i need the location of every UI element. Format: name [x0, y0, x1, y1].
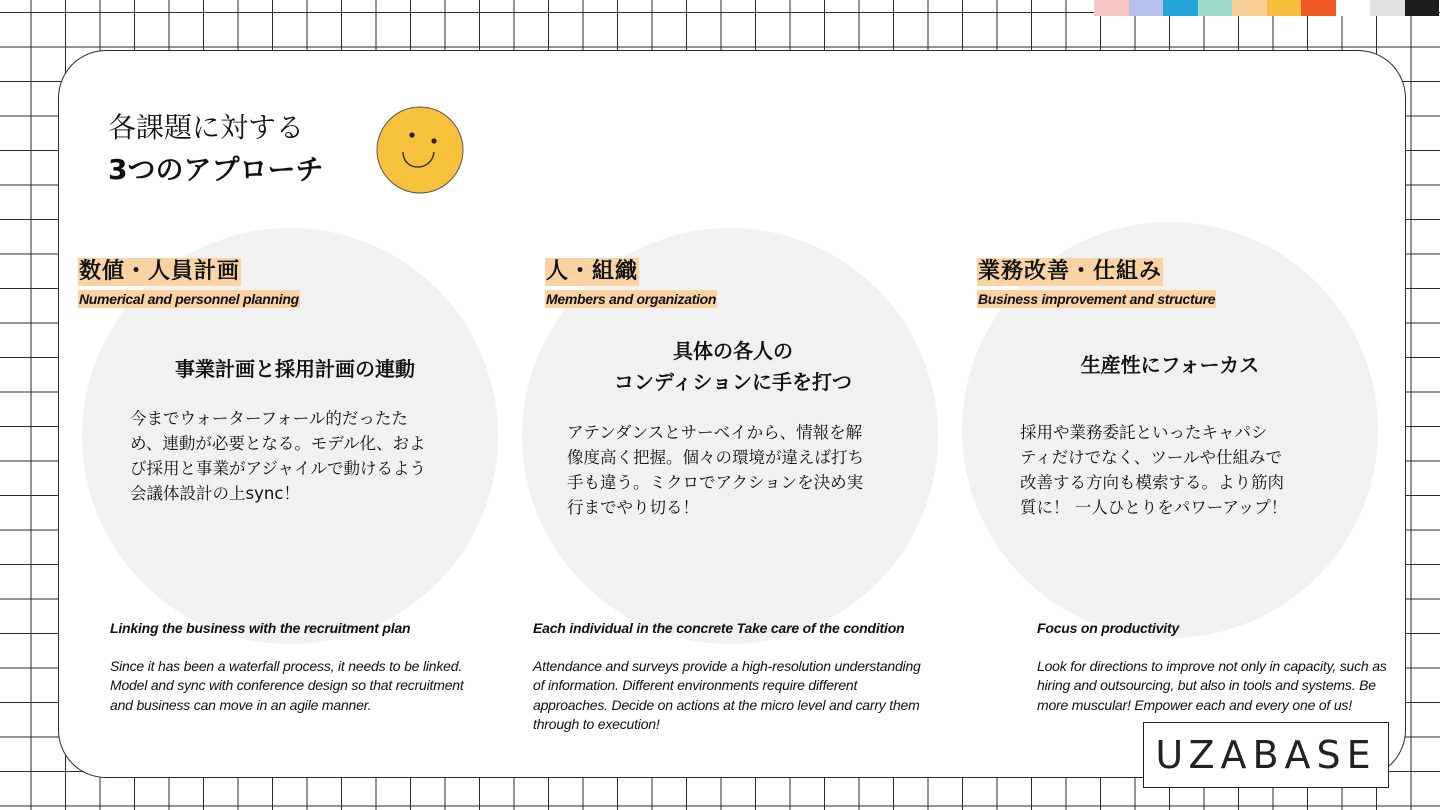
column-2-english	[533, 619, 935, 735]
column-1-label-en: Numerical and personnel planning	[79, 291, 299, 307]
column-2-english-title: Each individual in the concrete Take care of the condition	[533, 620, 905, 636]
palette-swatch	[1370, 0, 1405, 16]
palette-swatch	[1129, 0, 1164, 16]
column-1-english-title: Linking the business with the recruitment plan	[110, 620, 411, 636]
column-1-header	[78, 258, 300, 308]
column-3-english	[1037, 619, 1399, 715]
column-3-label-jp: 業務改善・仕組み	[978, 259, 1163, 284]
column-2-english-body: Attendance and surveys provide a high-resolution understanding of information. Different environments require different approaches. Decide on actions at the micro level and carry them through to execution!	[533, 657, 921, 732]
column-1-heading: 事業計画と採用計画の連動	[175, 357, 415, 381]
palette-swatch	[1198, 0, 1233, 16]
column-2-header	[545, 258, 717, 308]
column-2-heading: 具体の各人の コンディションに手を打つ	[614, 339, 852, 394]
column-1-label-jp: 数値・人員計画	[79, 259, 241, 284]
column-3-heading: 生産性にフォーカス	[1080, 353, 1260, 377]
column-3-english-title: Focus on productivity	[1037, 620, 1180, 636]
column-3-label-en: Business improvement and structure	[978, 291, 1216, 307]
title-line-1: 各課題に対する	[108, 111, 305, 144]
column-3-body: 採用や業務委託といったキャパシ ティだけでなく、ツールや仕組みで 改善する方向も模索する。より筋肉 質に！ 一人ひとりをパワーアップ！	[1020, 423, 1288, 517]
column-1-body: 今までウォーターフォール的だったた め、連動が必要となる。モデル化、およ び採用と事業がアジャイルで動けるよう 会議体設計の上sync！	[130, 409, 427, 503]
column-3-header	[977, 258, 1216, 308]
palette-swatch	[1336, 0, 1371, 16]
column-3-english-body: Look for directions to improve not only in capacity, such as hiring and outsourcing, but also in tools and systems. Be more muscular! Empower each and every one of us!	[1037, 657, 1387, 713]
column-2-label-jp: 人・組織	[546, 259, 639, 284]
column-1-english	[110, 619, 488, 715]
uzabase-logo: UZABASE	[1143, 722, 1389, 788]
palette-swatch	[1267, 0, 1302, 16]
column-1-english-body: Since it has been a waterfall process, it needs to be linked. Model and sync with conference design so that recruitment and business can move in an agile manner.	[110, 657, 464, 713]
slide-title	[108, 108, 323, 192]
palette-swatch	[1232, 0, 1267, 16]
color-palette	[1094, 0, 1439, 16]
palette-swatch	[1094, 0, 1129, 16]
column-2-label-en: Members and organization	[546, 291, 717, 307]
column-2-body: アテンダンスとサーベイから、情報を解 像度高く把握。個々の環境が違えば打ち 手も違う。ミクロでアクションを決め実 行までやり切る！	[567, 423, 864, 517]
title-line-2: 3つのアプローチ	[108, 153, 324, 186]
palette-swatch	[1405, 0, 1440, 16]
smiley-face-icon	[376, 106, 464, 194]
palette-swatch	[1163, 0, 1198, 16]
palette-swatch	[1301, 0, 1336, 16]
